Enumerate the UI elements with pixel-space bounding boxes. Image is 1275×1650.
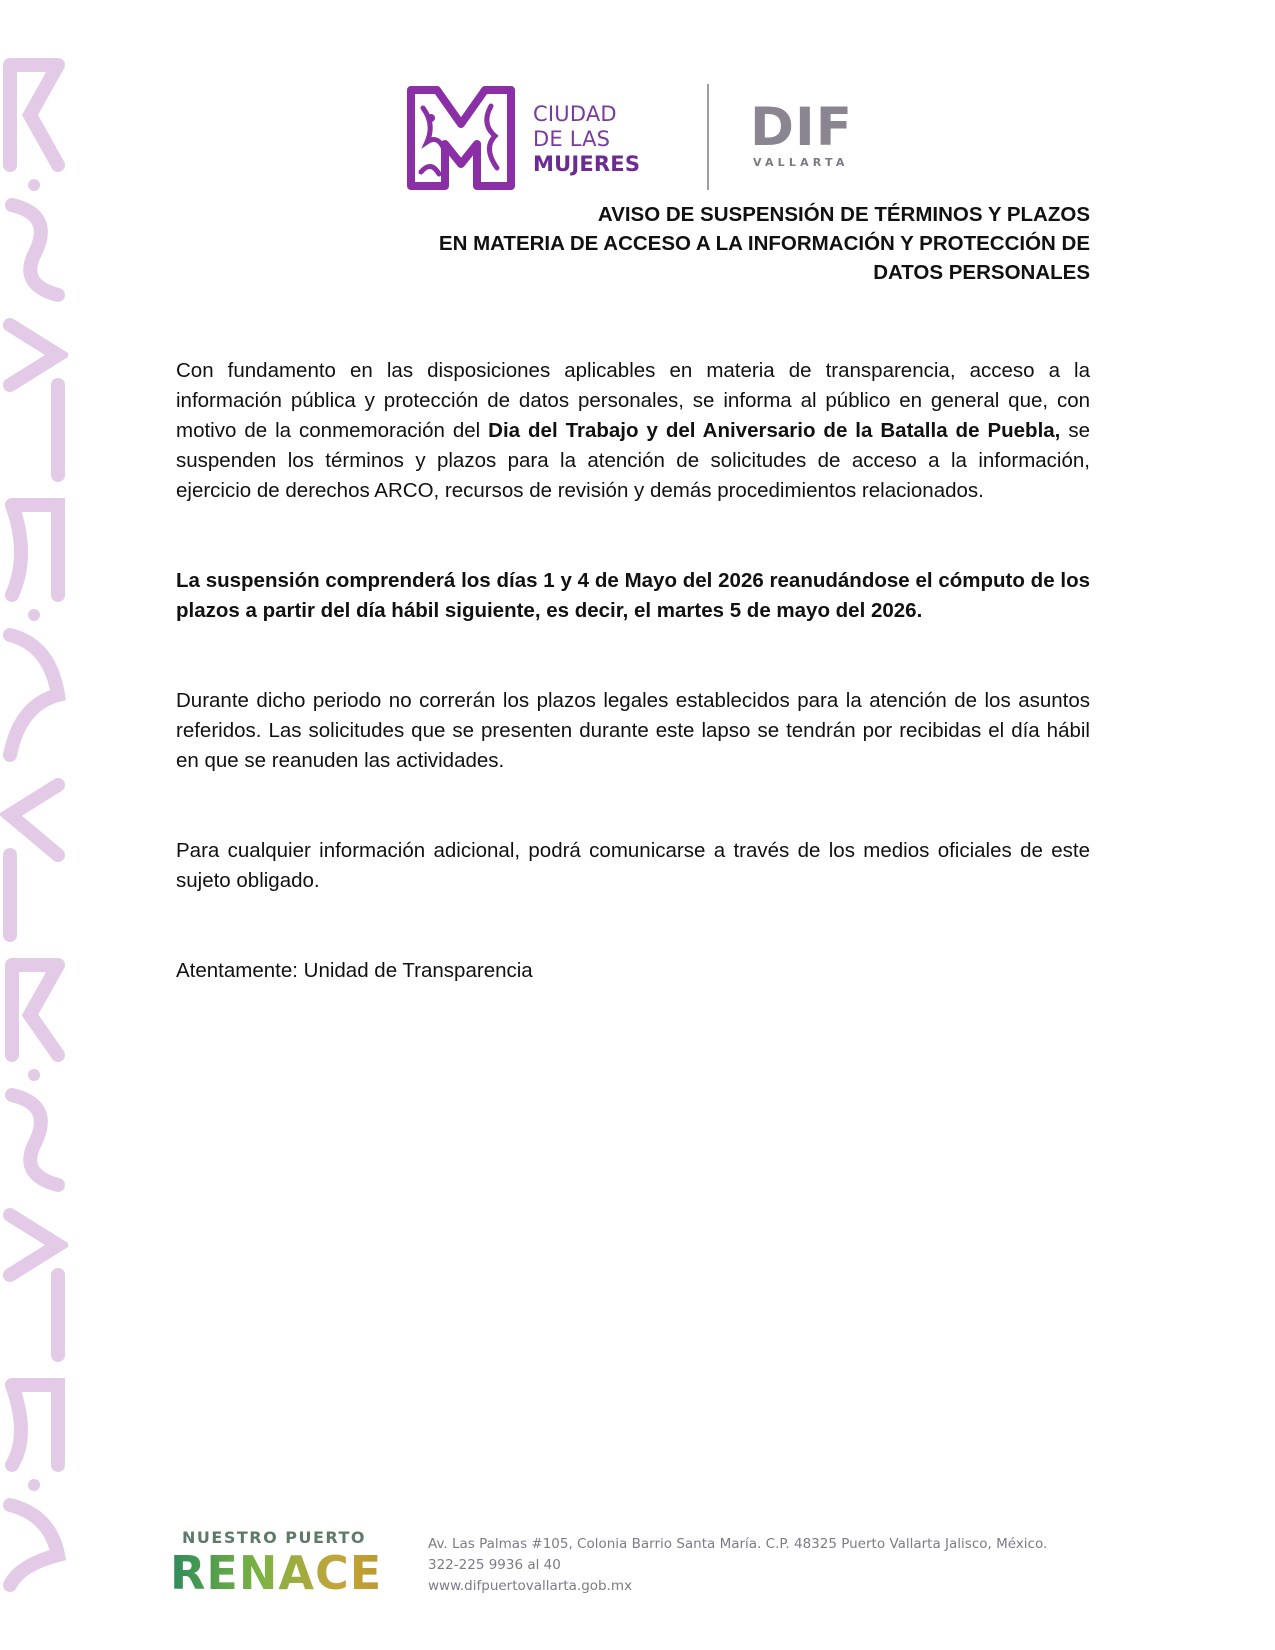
dif-logo-word: DIF bbox=[750, 97, 853, 158]
paragraph-foundation-holiday: Dia del Trabajo y del Aniversario de la Batalla de Puebla, bbox=[488, 419, 1061, 442]
header-logos bbox=[405, 80, 875, 195]
ciudad-mujeres-m-icon bbox=[405, 84, 517, 192]
title-line-3: DATOS PERSONALES bbox=[873, 261, 1090, 284]
footer-address: Av. Las Palmas #105, Colonia Barrio Santa María. C.P. 48325 Puerto Vallarta Jalisco, México. bbox=[428, 1536, 1048, 1552]
footer bbox=[170, 1528, 1110, 1608]
document-body bbox=[176, 356, 1090, 986]
document-title bbox=[300, 200, 1090, 287]
title-line-1: AVISO DE SUSPENSIÓN DE TÉRMINOS Y PLAZOS bbox=[597, 203, 1090, 226]
logo-text-line2: DE LAS bbox=[533, 127, 611, 151]
footer-phone: 322-225 9936 al 40 bbox=[428, 1557, 561, 1573]
dif-vallarta-logo bbox=[750, 97, 880, 182]
logo-divider bbox=[707, 84, 709, 190]
footer-website[interactable]: www.difpuertovallarta.gob.mx bbox=[428, 1578, 633, 1594]
renace-logo-word: RENACE bbox=[170, 1547, 395, 1599]
dif-logo-subtitle: VALLARTA bbox=[753, 156, 849, 169]
nuestro-puerto-renace-logo bbox=[170, 1528, 395, 1608]
paragraph-period-effects: Durante dicho periodo no correrán los plazos legales establecidos para la atención de los asuntos referidos. Las solicitudes que se presenten durante este lapso se tendrán por recibidas el día hábil en que se reanuden las actividades. bbox=[176, 689, 1090, 772]
ciudad-de-las-mujeres-logo bbox=[405, 84, 655, 192]
paragraph-suspension-dates: La suspensión comprenderá los días 1 y 4 de Mayo del 2026 reanudándose el cómputo de los plazos a partir del día hábil siguiente, es decir, el martes 5 de mayo del 2026. bbox=[176, 569, 1090, 622]
logo-text-line1: CIUDAD bbox=[533, 102, 617, 126]
paragraph-foundation-start: Con fundamento en las disposiciones aplicables en materia de transparencia, acceso a la información pública y protección de datos personales, se informa al público en general que, con motivo de la conmemoración del bbox=[176, 359, 1090, 442]
title-line-2: EN MATERIA DE ACCESO A LA INFORMACIÓN Y PROTECCIÓN DE bbox=[438, 232, 1090, 255]
footer-contact bbox=[428, 1534, 1047, 1597]
decorative-side-band bbox=[0, 55, 68, 1595]
logo-text-line3: MUJERES bbox=[533, 152, 641, 176]
renace-logo-top: NUESTRO PUERTO bbox=[182, 1528, 367, 1547]
paragraph-contact: Para cualquier información adicional, podrá comunicarse a través de los medios oficiales de este sujeto obligado. bbox=[176, 839, 1090, 892]
paragraph-foundation-end: se suspenden los términos y plazos para la atención de solicitudes de acceso a la información, ejercicio de derechos ARCO, recursos de revisión y demás procedimientos relacionados. bbox=[176, 419, 1090, 502]
signature: Atentamente: Unidad de Transparencia bbox=[176, 959, 533, 982]
paragraph-foundation bbox=[176, 356, 1090, 506]
